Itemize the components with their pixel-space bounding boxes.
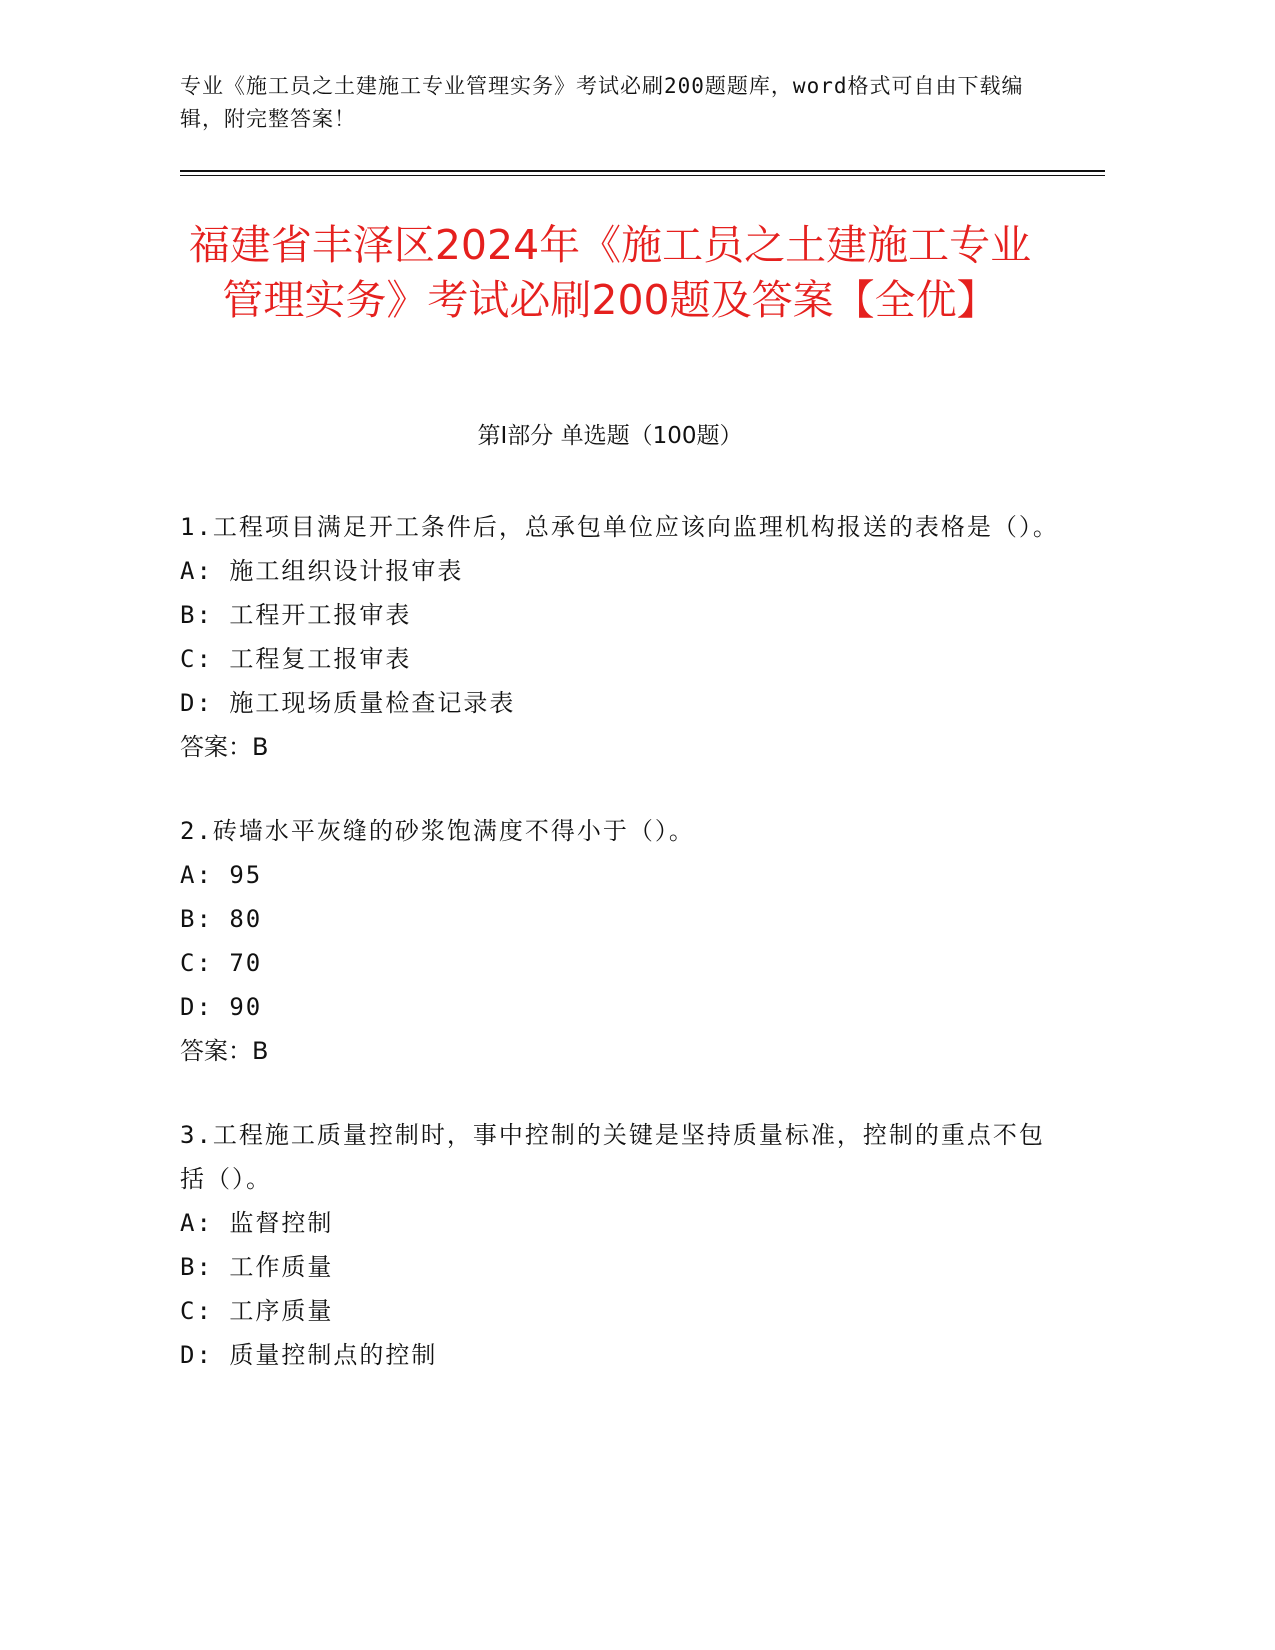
option-a: A: 95 bbox=[180, 861, 263, 889]
answer: 答案：B bbox=[180, 1037, 269, 1065]
question-list bbox=[180, 505, 1060, 1417]
section-title: 第Ⅰ部分 单选题（100题） bbox=[477, 423, 743, 449]
question-1 bbox=[180, 505, 1060, 769]
option-c: C: 70 bbox=[180, 949, 263, 977]
option-a: A: 施工组织设计报审表 bbox=[180, 557, 464, 585]
question-stem: 1.工程项目满足开工条件后，总承包单位应该向监理机构报送的表格是（）。 bbox=[180, 513, 1059, 541]
answer: 答案：B bbox=[180, 733, 269, 761]
option-d: D: 90 bbox=[180, 993, 263, 1021]
option-d: D: 施工现场质量检查记录表 bbox=[180, 689, 516, 717]
header-divider-thick bbox=[180, 170, 1105, 172]
option-c: C: 工程复工报审表 bbox=[180, 645, 412, 673]
option-b: B: 工作质量 bbox=[180, 1253, 334, 1281]
document-title: 福建省丰泽区2024年《施工员之土建施工专业管理实务》考试必刷200题及答案【全优】 bbox=[188, 221, 1032, 324]
question-stem: 2.砖墙水平灰缝的砂浆饱满度不得小于（）。 bbox=[180, 817, 695, 845]
option-d: D: 质量控制点的控制 bbox=[180, 1341, 438, 1369]
header-note: 专业《施工员之土建施工专业管理实务》考试必刷200题题库，word格式可自由下载编辑，附完整答案！ bbox=[180, 74, 1024, 131]
option-a: A: 监督控制 bbox=[180, 1209, 334, 1237]
question-stem: 3.工程施工质量控制时，事中控制的关键是坚持质量标准，控制的重点不包括（）。 bbox=[180, 1121, 1045, 1193]
question-2 bbox=[180, 809, 1060, 1073]
option-b: B: 工程开工报审表 bbox=[180, 601, 412, 629]
header-divider-thin bbox=[180, 175, 1105, 176]
question-3 bbox=[180, 1113, 1060, 1377]
option-b: B: 80 bbox=[180, 905, 263, 933]
option-c: C: 工序质量 bbox=[180, 1297, 334, 1325]
